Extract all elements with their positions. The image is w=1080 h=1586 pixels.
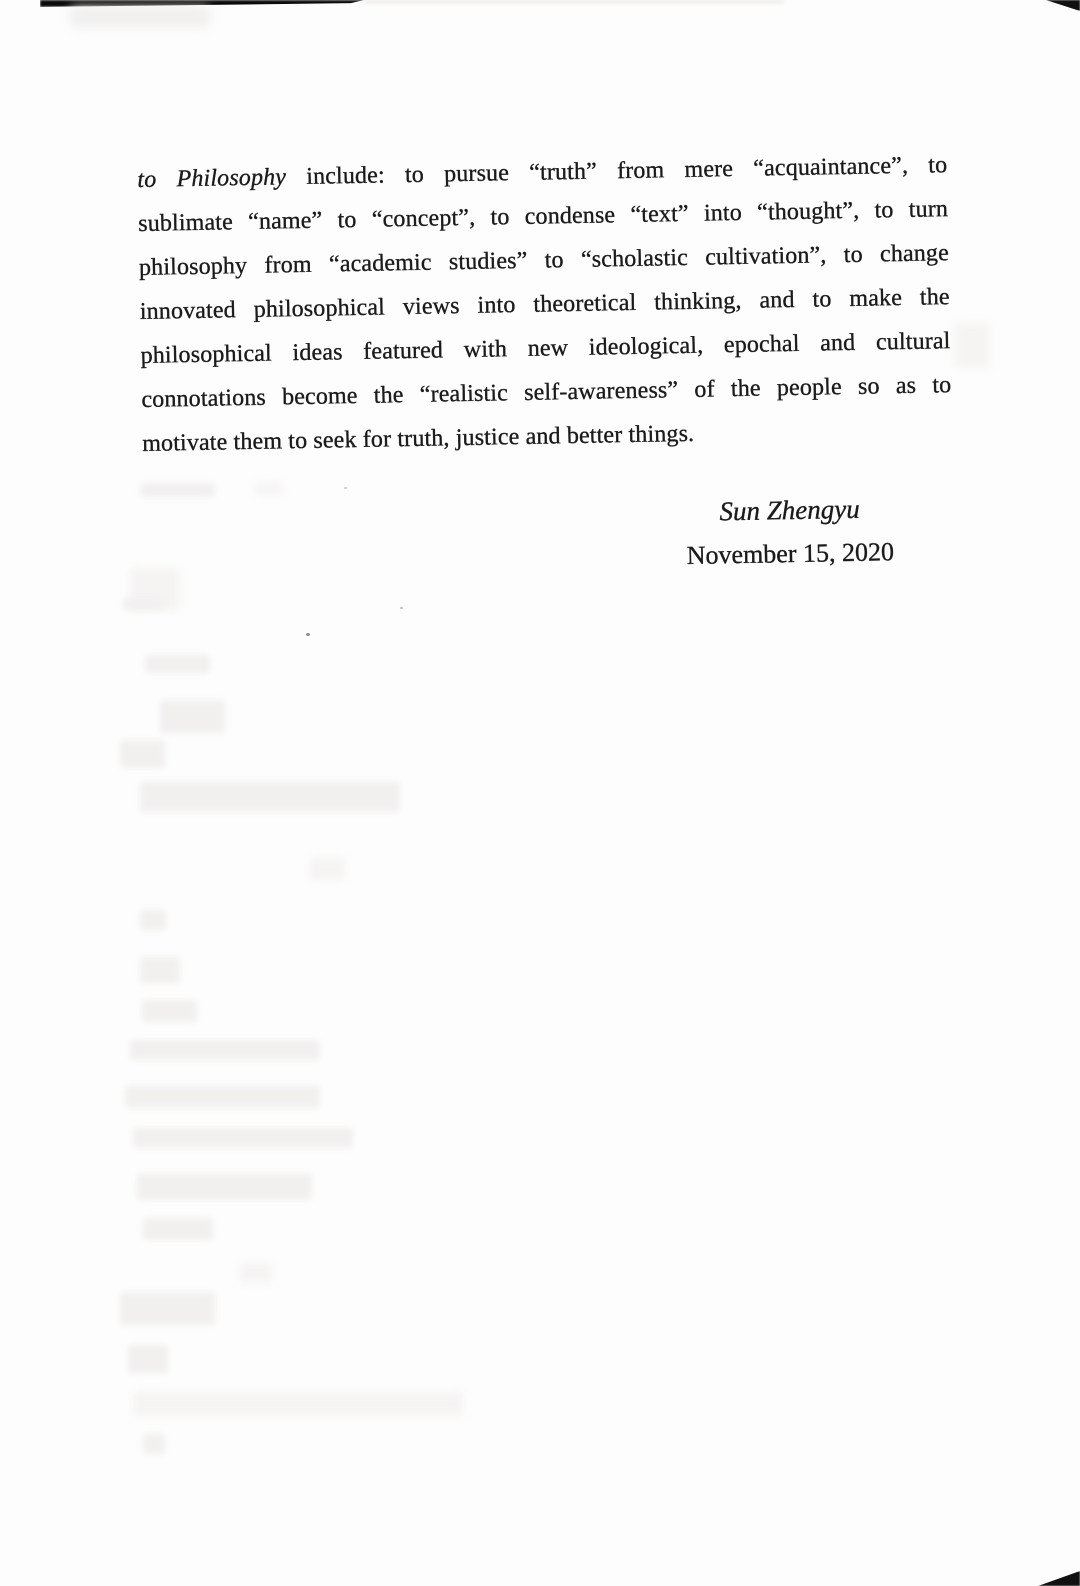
bleed-through-smudge — [145, 655, 210, 673]
signature-block — [589, 484, 991, 579]
paragraph-line: sublimate “name” to “concept”, to condense “text” into “thought”, to turn — [137, 196, 949, 237]
bleed-through-smudge — [160, 700, 225, 733]
scan-artifact-bottom-right-corner — [1038, 1571, 1080, 1586]
bleed-through-smudge — [125, 1086, 320, 1108]
scan-speck — [344, 487, 347, 489]
bleed-through-smudge — [255, 483, 283, 495]
bleed-through-smudge — [143, 1434, 165, 1454]
bleed-through-smudge — [140, 483, 215, 497]
bleed-through-smudge — [140, 910, 166, 930]
scan-artifact-top-edge-haze — [364, 0, 784, 3]
paragraph-line: philosophy from “academic studies” to “scholastic cultivation”, to change — [138, 240, 950, 281]
scan-artifact-top-right-corner — [1034, 0, 1080, 11]
bleed-through-smudge — [240, 1263, 272, 1283]
bleed-through-smudge — [955, 323, 990, 368]
paragraph-line: innovated philosophical views into theoretical thinking, and to make the — [139, 284, 950, 325]
bleed-through-smudge — [133, 1128, 353, 1148]
scan-artifact-top-haze — [70, 7, 210, 27]
bleed-through-smudge — [120, 740, 165, 768]
book-title-italic: to Philosophy — [137, 164, 287, 193]
bleed-through-smudge — [310, 858, 345, 880]
scan-speck — [400, 607, 403, 609]
bleed-through-smudge — [133, 1392, 463, 1416]
bleed-through-smudge — [123, 598, 163, 610]
bleed-through-smudge — [140, 782, 400, 812]
bleed-through-smudge — [137, 1174, 312, 1200]
bleed-through-smudge — [128, 1345, 168, 1373]
page-text-block — [137, 143, 955, 588]
paragraph-line-text: include: to pursue “truth” from mere “acquaintance”, to — [285, 152, 948, 191]
bleed-through-smudge — [142, 1000, 197, 1022]
paragraph-line: connotations become the “realistic self-awareness” of the people so as to — [141, 372, 952, 413]
signature-date: November 15, 2020 — [686, 537, 895, 570]
scan-artifact-top-strip — [40, 0, 364, 7]
paragraph-line: motivate them to seek for truth, justice and better things. — [142, 420, 695, 457]
author-signature: Sun Zhengyu — [719, 493, 860, 527]
scan-speck — [306, 633, 310, 636]
paragraph-line: philosophical ideas featured with new ideological, epochal and cultural — [140, 328, 951, 369]
bleed-through-smudge — [130, 1040, 320, 1060]
bleed-through-smudge — [120, 1292, 215, 1325]
bleed-through-smudge — [143, 1218, 213, 1240]
bleed-through-smudge — [140, 957, 180, 983]
